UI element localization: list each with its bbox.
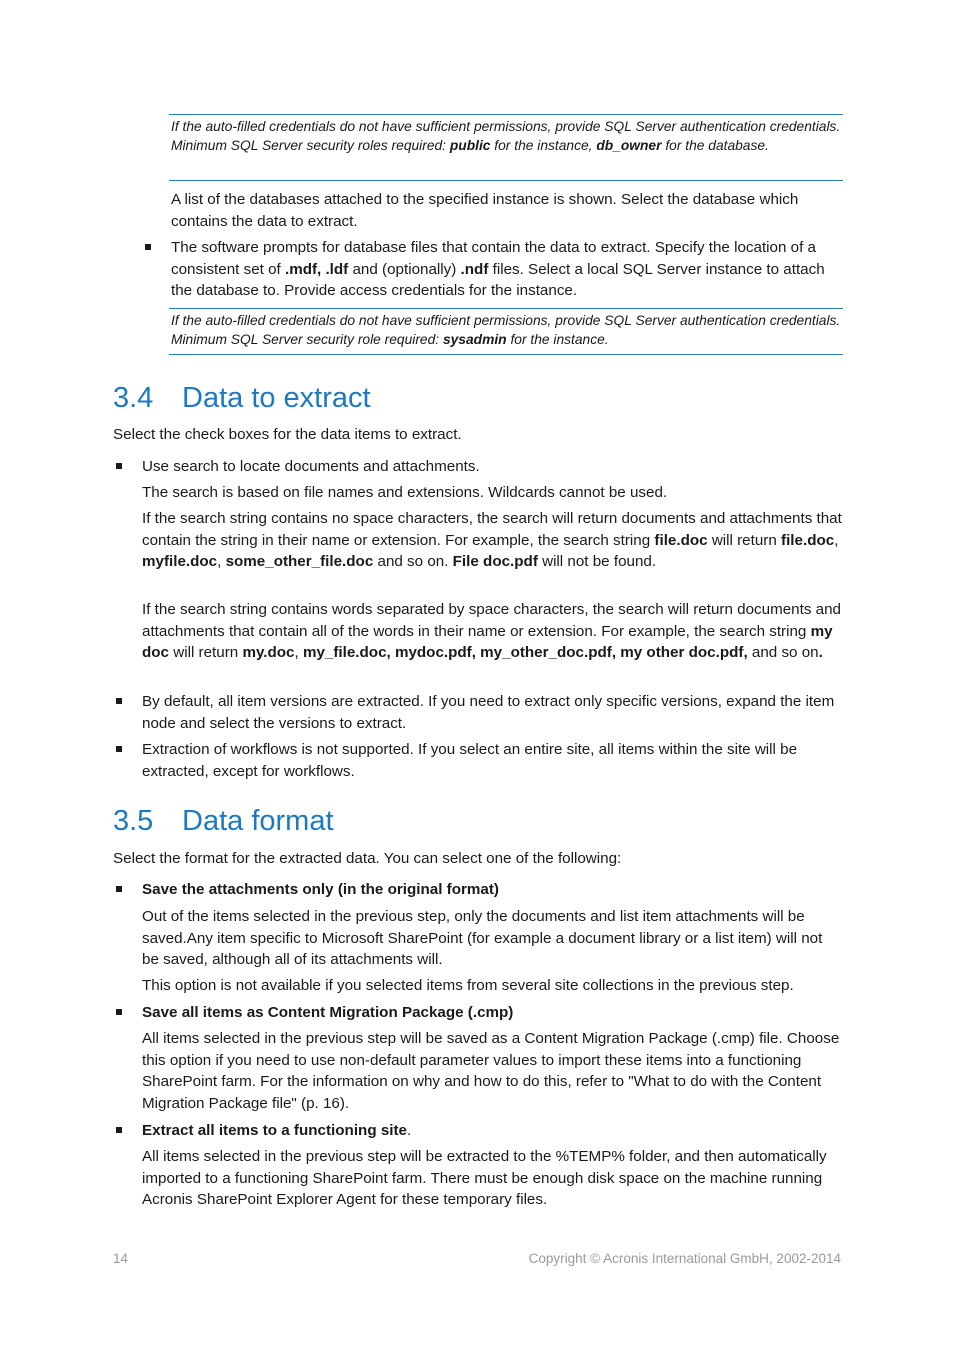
- bullet-square-icon: [116, 746, 122, 752]
- note-auto-filled-credentials-roles: [169, 114, 843, 181]
- text-run: If the search string contains words separated by space characters, the search will return documents and attachments that contain all of the words in their name or extension. For example, the search string: [142, 601, 841, 640]
- note-auto-filled-credentials-sysadmin: [169, 308, 843, 355]
- text-run: .: [407, 1122, 412, 1139]
- bullet-database-files: [171, 237, 845, 302]
- section-number: 3.5: [113, 805, 154, 837]
- option-title: Save the attachments only (in the original format): [142, 881, 499, 898]
- section-3-4-intro: Select the check boxes for the data items to extract.: [113, 426, 462, 443]
- bold-run: .mdf, .ldf: [284, 260, 349, 278]
- note-bold: sysadmin: [442, 332, 507, 348]
- option-attachments-only: [142, 879, 842, 901]
- heading-3-4-data-to-extract: [113, 381, 371, 415]
- section-number: 3.4: [113, 382, 154, 414]
- text-run: files. Select a local SQL Server instance to attach the database to. Provide access credentials for the instance.: [171, 260, 825, 300]
- note-bold: db_owner: [596, 138, 662, 154]
- paragraph-attachments-only-note: This option is not available if you selected items from several site collections in the previous step.: [142, 977, 794, 994]
- text-run: ,: [834, 531, 839, 549]
- text-run: will return: [707, 531, 782, 549]
- bullet-square-icon: [116, 463, 122, 469]
- bold-run: some_other_file.doc: [225, 553, 374, 571]
- bullet-item-versions: By default, all item versions are extracted. If you need to extract only specific versions, expand the item node and select the versions to extract.: [142, 693, 835, 732]
- bullet-square-icon: [116, 886, 122, 892]
- note-text: for the instance.: [506, 332, 609, 348]
- text-run: and (optionally): [348, 260, 461, 278]
- paragraph-cmp-description: All items selected in the previous step will be saved as a Content Migration Package (.cmp) file. Choose this option if you need to use non-default parameter values to import these items into a functioning SharePoint farm. For the information on why and how to do this, refer to "What to do with the Content Migration Package file" (p. 16).: [142, 1030, 840, 1112]
- bold-run: File doc.pdf: [452, 553, 538, 571]
- note-bold: public: [449, 138, 491, 154]
- option-functioning-site: [142, 1120, 842, 1142]
- text-run: If the search string contains no space characters, the search will return documents and attachments that contain the string in their name or extension. For example, the search string: [142, 510, 842, 549]
- paragraph-search-basis: The search is based on file names and extensions. Wildcards cannot be used.: [142, 484, 668, 501]
- bullet-square-icon: [116, 698, 122, 704]
- text-run: The software prompts for database files that contain the data to extract. Specify the location of a consistent set of: [171, 239, 816, 278]
- note-text: If the auto-filled credentials do not have sufficient permissions, provide SQL Server authentication credentials. Minimum SQL Server security roles required:: [171, 119, 841, 154]
- bullet-use-search: Use search to locate documents and attachments.: [142, 458, 480, 475]
- paragraph-search-with-spaces: [142, 599, 842, 664]
- note-text: for the database.: [661, 138, 769, 154]
- note-text: If the auto-filled credentials do not have sufficient permissions, provide SQL Server authentication credentials. Minimum SQL Server security role required:: [171, 313, 841, 348]
- page-number: 14: [113, 1251, 129, 1266]
- bold-run: .: [818, 644, 823, 662]
- paragraph-functioning-site-description: All items selected in the previous step will be extracted to the %TEMP% folder, and then automatically imported to a functioning SharePoint farm. There must be enough disk space on the machine running Acronis SharePoint Explorer Agent for these temporary files.: [142, 1148, 827, 1209]
- option-content-migration-package: [142, 1002, 842, 1024]
- bold-run: .ndf: [460, 260, 489, 278]
- text-run: will return: [169, 644, 243, 662]
- option-title: Extract all items to a functioning site: [142, 1122, 407, 1139]
- bold-run: my_file.doc, mydoc.pdf, my_other_doc.pdf, my other doc.pdf,: [302, 644, 748, 662]
- text-run: will not be found.: [537, 553, 657, 571]
- text-run: ,: [217, 553, 226, 571]
- paragraph-attachments-only-description: Out of the items selected in the previous step, only the documents and list item attachments will be saved.Any item specific to Microsoft SharePoint (for example a document library or a list item) will not be saved, although all of its attachments will.: [142, 908, 823, 969]
- text-run: and so on: [747, 644, 819, 662]
- bold-run: file.doc: [654, 531, 708, 549]
- text-run: ,: [294, 644, 303, 662]
- section-title: Data format: [182, 805, 334, 837]
- heading-3-5-data-format: [113, 804, 334, 838]
- section-title: Data to extract: [182, 382, 371, 414]
- section-3-5-intro: Select the format for the extracted data. You can select one of the following:: [113, 850, 622, 867]
- bold-run: file.doc: [781, 531, 835, 549]
- bold-run: my.doc: [242, 644, 295, 662]
- option-title: Save all items as Content Migration Package (.cmp): [142, 1004, 514, 1021]
- paragraph-database-list: A list of the databases attached to the specified instance is shown. Select the database which contains the data to extract.: [171, 191, 799, 230]
- bullet-square-icon: [145, 244, 151, 250]
- bullet-square-icon: [116, 1127, 122, 1133]
- bold-run: my doc: [142, 622, 833, 662]
- paragraph-search-no-spaces: [142, 508, 842, 573]
- copyright-notice: Copyright © Acronis International GmbH, 2002-2014: [528, 1251, 841, 1266]
- text-run: and so on.: [373, 553, 453, 571]
- note-text: for the instance,: [490, 138, 597, 154]
- bullet-square-icon: [116, 1009, 122, 1015]
- bullet-workflows: Extraction of workflows is not supported. If you select an entire site, all items within the site will be extracted, except for workflows.: [142, 741, 798, 780]
- bold-run: myfile.doc: [142, 553, 218, 571]
